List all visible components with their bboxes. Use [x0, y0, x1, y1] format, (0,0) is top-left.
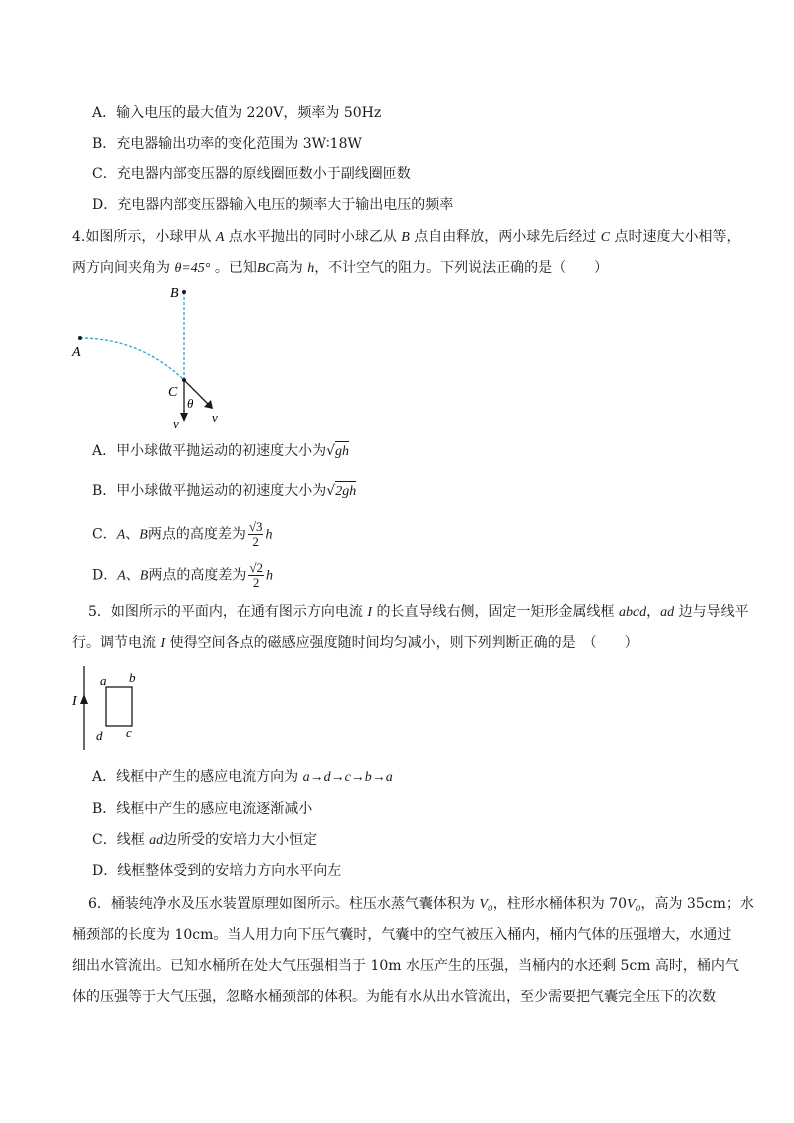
q4-stem-line1: 4.如图所示，小球甲从 A 点水平抛出的同时小球乙从 B 点自由释放，两小球先后经过 C 点时速度大小相等， [72, 229, 741, 245]
q4-label-A: A [72, 345, 81, 360]
q3-option-a: A．输入电压的最大值为 220V，频率为 50Hz [92, 105, 382, 121]
q4-label-theta: θ [187, 396, 194, 411]
q4-label-B: B [170, 286, 179, 301]
q5-stem-line2: 行。调节电流 I 使得空间各点的磁感应强度随时间均匀减小，则下列判断正确的是 （ ） [72, 635, 639, 651]
q4-stem-line2: 两方向间夹角为 θ=45° 。已知BC高为 h，不计空气的阻力。下列说法正确的是（ ） [72, 260, 609, 276]
q5-rect-loop [106, 687, 132, 726]
q5-option-a: A．线框中产生的感应电流方向为 a→d→c→b→a [92, 769, 393, 785]
q5-stem-line1: 5．如图所示的平面内，在通有图示方向电流 I 的长直导线右侧，固定一矩形金属线框 abcd，ad 边与导线平 [88, 604, 749, 620]
q4-option-a: A．甲小球做平抛运动的初速度大小为√gh [92, 441, 349, 462]
q5-label-b: b [129, 670, 136, 685]
q5-label-I: I [72, 694, 77, 709]
q6-stem-line1: 6．桶装纯净水及压水装置原理如图所示。柱压水蒸气囊体积为 V₀，柱形水桶体积为 70V₀，高为 35cm；水 [88, 896, 754, 912]
q4-option-b: B．甲小球做平抛运动的初速度大小为√2gh [92, 481, 356, 502]
q4-label-C: C [168, 385, 178, 400]
q5-option-d: D．线框整体受到的安培力方向水平向左 [92, 863, 342, 879]
q4-option-d: D．A、B两点的高度差为 $\frac{√2}{2}$ h [92, 560, 273, 590]
q5-current-arrowhead [80, 694, 88, 704]
q5-label-a: a [100, 673, 107, 688]
q4-label-v-diag: v [212, 410, 218, 425]
q3-option-c: C．充电器内部变压器的原线圈匝数小于副线圈匝数 [92, 166, 411, 182]
q4-label-v-down: v [173, 416, 179, 431]
q5-option-c: C．线框 ad边所受的安培力大小恒定 [92, 832, 318, 848]
q6-stem-line4: 体的压强等于大气压强，忽略水桶颈部的体积。为能有水从出水管流出，至少需要把气囊完全压下的次数 [72, 989, 716, 1005]
q5-option-b: B．线框中产生的感应电流逐渐减小 [92, 801, 313, 817]
q6-stem-line2: 桶颈部的长度为 10cm。当人用力向下压气囊时，气囊中的空气被压入桶内，桶内气体的压强增大，水通过 [72, 927, 732, 943]
q3-option-d: D．充电器内部变压器输入电压的频率大于输出电压的频率 [92, 197, 454, 213]
q5-label-d: d [96, 728, 103, 743]
q3-option-b: B．充电器输出功率的变化范围为 3W∶18W [92, 136, 362, 152]
q5-label-c: c [126, 725, 132, 740]
q4-option-c: C．A、B两点的高度差为 $\frac{√3}{2}$ h [92, 519, 273, 549]
q6-stem-line3: 细出水管流出。已知水桶所在处大气压强相当于 10m 水压产生的压强，当桶内的水还剩 5cm 高时，桶内气 [72, 958, 739, 974]
